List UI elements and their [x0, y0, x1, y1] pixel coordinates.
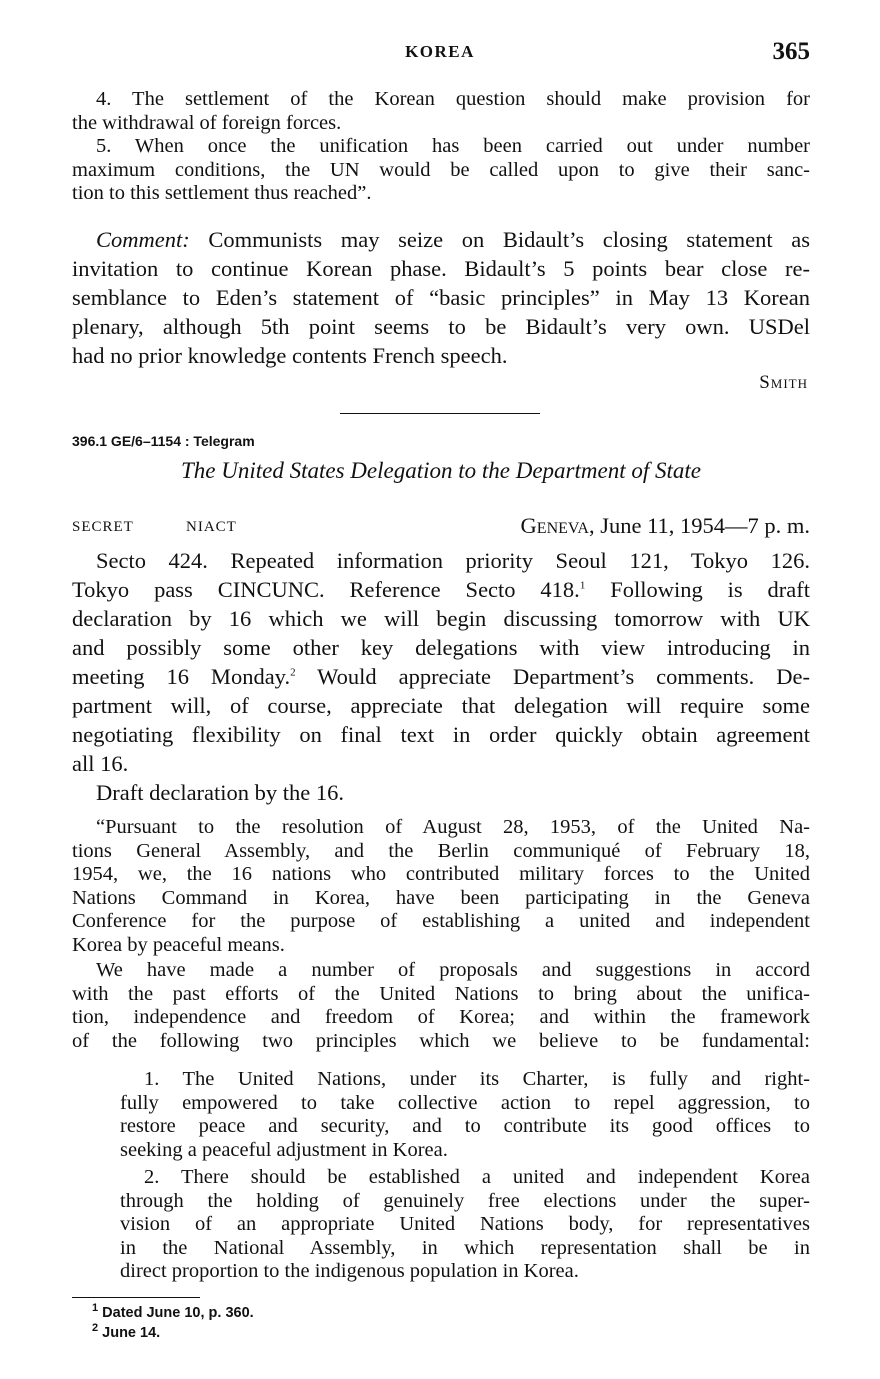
- text-line: “Pursuant to the resolution of August 28, 1953, of the United Na-: [96, 816, 810, 838]
- text-line: 4. The settlement of the Korean question should make provision for: [96, 88, 810, 110]
- points-four-five: [72, 88, 810, 206]
- text-line: negotiating flexibility on final text in order quickly obtain agreement: [72, 722, 810, 747]
- text-line: through the holding of genuinely free elections under the super-: [120, 1189, 810, 1212]
- telegram-body: [72, 546, 810, 807]
- text-line: invitation to continue Korean phase. Bidault’s 5 points bear close re-: [72, 256, 810, 281]
- text-line: Nations Command in Korea, have been participating in the Geneva: [72, 886, 810, 909]
- principle-2: [120, 1166, 810, 1284]
- footnote-mark: 1: [92, 1302, 99, 1315]
- signature: Smith: [759, 372, 808, 393]
- draft-heading: Draft declaration by the 16.: [96, 780, 345, 805]
- running-header: [70, 38, 810, 68]
- place: Geneva,: [520, 513, 595, 538]
- declaration-para-1: [72, 816, 810, 957]
- running-title: KOREA: [405, 42, 475, 61]
- text-line: had no prior knowledge contents French speech.: [72, 343, 508, 368]
- page-number: 365: [772, 38, 810, 65]
- text-segment: Following is draft: [585, 577, 810, 602]
- text-line: and possibly some other key delegations with view introducing in: [72, 635, 810, 660]
- text-line: 1954, we, the 16 nations who contributed military forces to the United: [72, 863, 810, 885]
- text-line: tion, independence and freedom of Korea; and within the framework: [72, 1006, 810, 1028]
- comment-text: Communists may seize on Bidault’s closing statement as: [208, 227, 810, 252]
- comment-label: Comment:: [96, 227, 190, 252]
- text-line: plenary, although 5th point seems to be Bidault’s very own. USDel: [72, 314, 810, 339]
- text-line: direct proportion to the indigenous population in Korea.: [120, 1260, 579, 1282]
- footnote-divider: [72, 1297, 200, 1298]
- footnote-text: June 14.: [102, 1325, 161, 1341]
- footnote-ref-2: 2: [290, 666, 296, 679]
- text-segment: meeting 16 Monday.: [72, 664, 291, 689]
- text-line: [72, 575, 810, 604]
- date: June 11, 1954—7 p. m.: [600, 513, 810, 538]
- document-id: 396.1 GE/6–1154 : Telegram: [72, 433, 255, 449]
- text-line: semblance to Eden’s statement of “basic principles” in May 13 Korean: [72, 285, 810, 310]
- footnote-ref-1: 1: [579, 579, 586, 592]
- footnote-2: [92, 1322, 161, 1341]
- text-line: the withdrawal of foreign forces.: [72, 111, 342, 134]
- text-line: Secto 424. Repeated information priority Seoul 121, Tokyo 126.: [96, 548, 810, 573]
- text-line: Korea by peaceful means.: [72, 933, 285, 956]
- text-line: tions General Assembly, and the Berlin communiqué of February 18,: [72, 839, 810, 862]
- declaration-para-2: [72, 959, 810, 1053]
- text-line: We have made a number of proposals and suggestions in accord: [96, 959, 810, 981]
- text-line: declaration by 16 which we will begin discussing tomorrow with UK: [72, 606, 810, 631]
- text-line: all 16.: [72, 751, 129, 776]
- text-line: maximum conditions, the UN would be called upon to give their sanc-: [72, 158, 810, 181]
- text-line: with the past efforts of the United Nations to bring about the unifica-: [72, 982, 810, 1005]
- text-line: fully empowered to take collective action to repel aggression, to: [120, 1091, 810, 1114]
- footnote-1: [92, 1302, 254, 1321]
- text-line: 2. There should be established a united and independent Korea: [144, 1166, 810, 1188]
- text-segment: Tokyo pass CINCUNC. Reference Secto 418.: [72, 577, 580, 602]
- text-line: Conference for the purpose of establishing a united and independent: [72, 910, 810, 932]
- footnote-mark: 2: [92, 1322, 99, 1335]
- place-date: [521, 513, 810, 539]
- text-line: tion to this settlement thus reached”.: [72, 182, 372, 204]
- text-line: vision of an appropriate United Nations body, for representatives: [120, 1213, 810, 1235]
- text-line: [72, 225, 810, 254]
- text-line: of the following two principles which we believe to be fundamental:: [72, 1029, 810, 1052]
- document-title: The United States Delegation to the Department of State: [181, 458, 701, 483]
- precedence: NIACT: [186, 519, 237, 535]
- text-line: in the National Assembly, in which representation shall be in: [120, 1236, 810, 1259]
- text-line: [72, 662, 810, 691]
- principle-1: [120, 1068, 810, 1162]
- dateline: [72, 513, 810, 543]
- comment-paragraph: [72, 225, 810, 370]
- text-line: restore peace and security, and to contribute its good offices to: [120, 1115, 810, 1137]
- footnote-text: Dated June 10, p. 360.: [102, 1305, 254, 1321]
- text-segment: Would appreciate Department’s comments. De-: [295, 664, 810, 689]
- text-line: 1. The United Nations, under its Charter, is fully and right-: [144, 1068, 810, 1090]
- text-line: seeking a peaceful adjustment in Korea.: [120, 1138, 448, 1161]
- classification: SECRET: [72, 519, 134, 535]
- section-divider: [340, 413, 540, 414]
- text-line: 5. When once the unification has been carried out under number: [96, 135, 810, 157]
- text-line: partment will, of course, appreciate that delegation will require some: [72, 693, 810, 718]
